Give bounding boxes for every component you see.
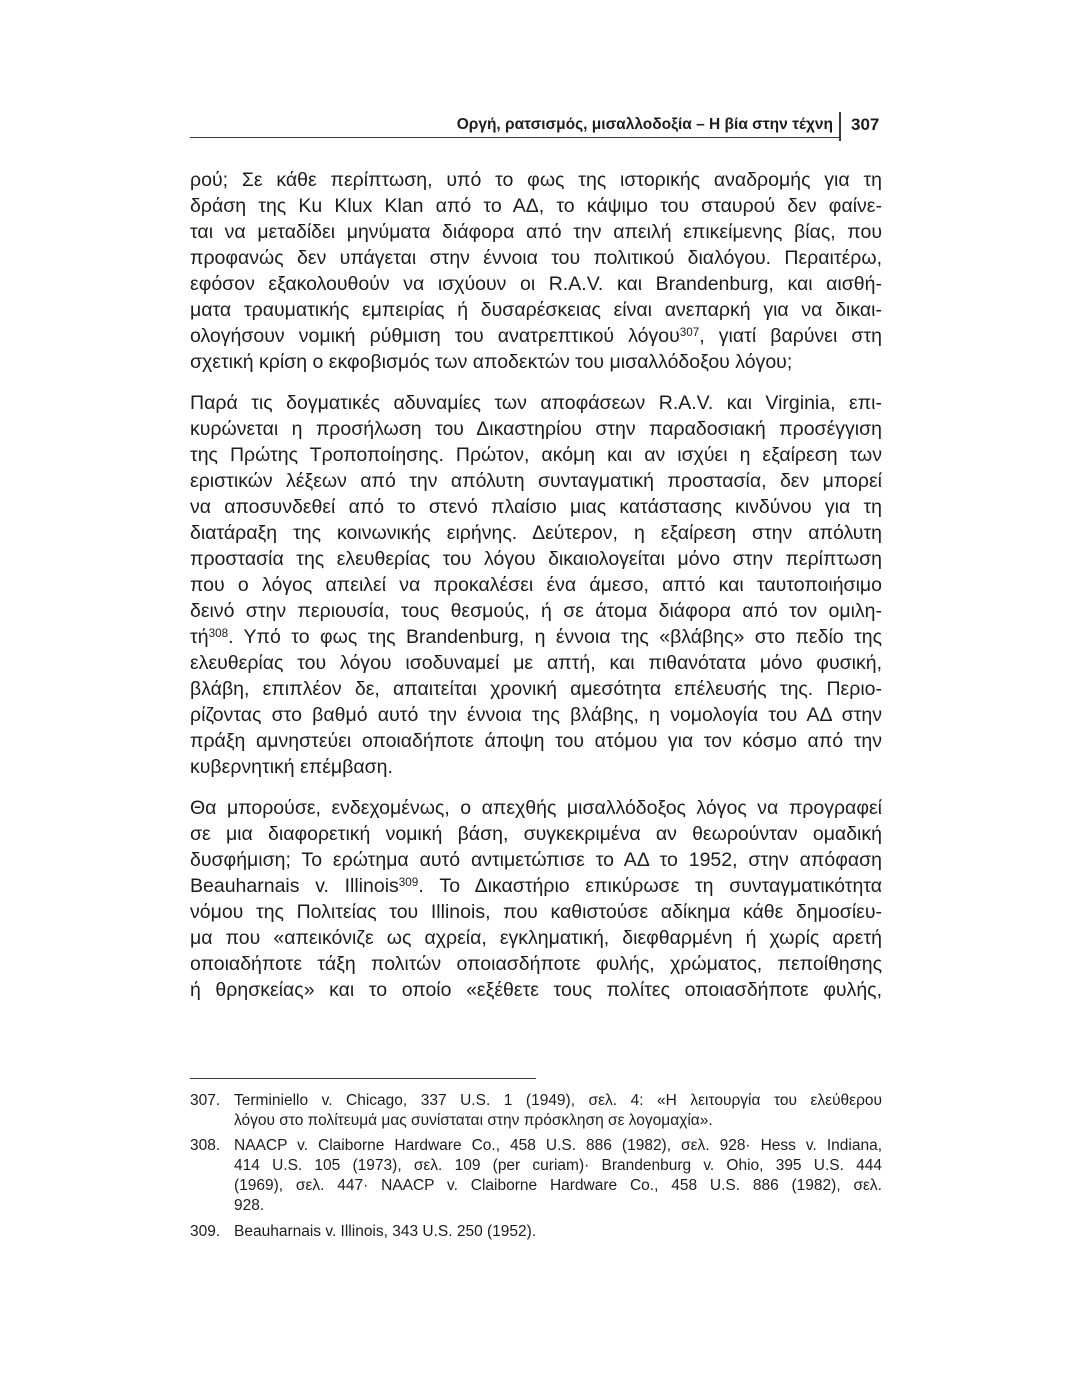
text-line: (1969), σελ. 447· NAACP v. Claiborne Hardware Co., 458 U.S. 886 (1982), σελ. — [234, 1177, 882, 1194]
running-head-divider — [839, 112, 841, 141]
page-number: 307 — [851, 115, 880, 134]
footnote-number: 309. — [190, 1223, 221, 1240]
paragraph — [190, 390, 882, 780]
text-line: 414 U.S. 105 (1973), σελ. 109 (per curiam)· Brandenburg v. Ohio, 395 U.S. 444 — [234, 1157, 882, 1174]
text-line: Terminiello v. Chicago, 337 U.S. 1 (1949), σελ. 4: «Η λειτουργία του ελεύθερου — [234, 1092, 882, 1109]
text-line: σχετική κρίση ο εκφοβισμός των αποδεκτών του μισαλλόδοξου λόγου; — [190, 351, 793, 373]
text-line: προφανώς δεν υπάγεται στην έννοια του πολιτικού διαλόγου. Περαιτέρω, — [190, 247, 882, 269]
text-line: δράση της Ku Klux Klan από το ΑΔ, το κάψιμο του σταυρού δεν φαίνε- — [190, 195, 882, 217]
text-line: λόγου στο πολίτευμά μας συνίσταται στην πρόσκληση σε λογομαχία». — [234, 1112, 713, 1129]
text-line: που ο λόγος απειλεί να προκαλέσει ένα άμεσο, απτό και ταυτοποιήσιμο — [190, 574, 882, 596]
footnote — [190, 1136, 882, 1216]
text-line: Beauharnais v. Illinois, 343 U.S. 250 (1952). — [234, 1223, 537, 1240]
text-segment: . Υπό το φως της Brandenburg, η έννοια της «βλάβης» στο πεδίο της — [228, 626, 882, 648]
footnote-number: 308. — [190, 1137, 221, 1154]
text-line: διατάραξη της κοινωνικής ειρήνης. Δεύτερον, η εξαίρεση στην απόλυτη — [190, 522, 882, 544]
text-line: ται να μεταδίδει μηνύματα διάφορα από την απειλή επικείμενης βίας, που — [190, 221, 882, 243]
text-line: πράξη αμνηστεύει οποιαδήποτε άποψη του ατόμου για τον κόσμο από την — [190, 730, 882, 752]
text-line: ή θρησκείας» και το οποίο «εξέθετε τους πολίτες οποιασδήποτε φυλής, — [190, 979, 882, 1001]
text-line: της Πρώτης Τροποποίησης. Πρώτον, ακόμη και αν ισχύει η εξαίρεση των — [190, 444, 882, 466]
footnote — [190, 1222, 882, 1242]
paragraph — [190, 167, 882, 375]
text-line: μα που «απεικόνιζε ως αχρεία, εγκληματική, διεφθαρμένη ή χωρίς αρετή — [190, 927, 882, 949]
text-segment: Beauharnais v. Illinois — [190, 875, 399, 897]
text-segment: , γιατί βαρύνει στη — [699, 325, 882, 347]
text-line: ρού; Σε κάθε περίπτωση, υπό το φως της ιστορικής αναδρομής για τη — [190, 169, 882, 191]
paragraph — [190, 795, 882, 1003]
text-line: δυσφήμιση; Το ερώτημα αυτό αντιμετώπισε το ΑΔ το 1952, στην απόφαση — [190, 849, 882, 871]
text-line: ρίζοντας στο βαθμό αυτό την έννοια της βλάβης, η νομολογία του ΑΔ στην — [190, 704, 882, 726]
text-line: Παρά τις δογματικές αδυναμίες των αποφάσεων R.A.V. και Virginia, επι- — [190, 392, 882, 414]
footnote-reference: 307 — [679, 325, 700, 339]
text-line: εφόσον εξακολουθούν να ισχύουν οι R.A.V. και Brandenburg, και αισθή- — [190, 273, 882, 295]
text-line: να αποσυνδεθεί από το στενό πλαίσιο μιας κατάστασης κινδύνου για τη — [190, 496, 882, 518]
text-line: κυβερνητική επέμβαση. — [190, 756, 393, 778]
text-line — [190, 624, 882, 650]
text-line: Θα μπορούσε, ενδεχομένως, ο απεχθής μισαλλόδοξος λόγος να προγραφεί — [190, 797, 882, 819]
text-line: 928. — [234, 1197, 265, 1214]
body-text — [190, 167, 882, 1003]
text-line — [190, 873, 882, 899]
text-line: κυρώνεται η προσήλωση του Δικαστηρίου στην παραδοσιακή προσέγγιση — [190, 418, 882, 440]
footnote-text — [234, 1091, 882, 1131]
footnote-number: 307. — [190, 1092, 221, 1109]
footnote-text — [234, 1222, 882, 1242]
text-line: σε μια διαφορετική νομική βάση, συγκεκριμένα αν θεωρούνταν ομαδική — [190, 823, 882, 845]
footnote-reference: 309 — [398, 875, 419, 889]
text-line: βλάβη, επιπλέον δε, απαιτείται χρονική αμεσότητα επέλευσής της. Περιο- — [190, 678, 882, 700]
running-head-title: Οργή, ρατσισμός, μισαλλοδοξία – Η βία στην τέχνη — [456, 116, 833, 133]
text-line: οποιαδήποτε τάξη πολιτών οποιασδήποτε φυλής, χρώματος, πεποίθησης — [190, 953, 882, 975]
footnote-reference: 308 — [208, 626, 229, 640]
text-segment: ολογήσουν νομική ρύθμιση του ανατρεπτικού λόγου — [190, 325, 680, 347]
text-line: ελευθερίας του λόγου ισοδυναμεί με απτή, και πιθανότατα μόνο φυσική, — [190, 652, 882, 674]
text-line: δεινό στην περιουσία, τους θεσμούς, ή σε άτομα διάφορα από τον ομιλη- — [190, 600, 882, 622]
header-rule — [190, 137, 839, 138]
text-line: NAACP v. Claiborne Hardware Co., 458 U.S. 886 (1982), σελ. 928· Hess v. Indiana, — [234, 1137, 882, 1154]
footnote — [190, 1091, 882, 1131]
footnote-text — [234, 1136, 882, 1216]
text-segment: τή — [190, 626, 209, 648]
text-line: ματα τραυματικής εμπειρίας ή δυσαρέσκειας είναι ανεπαρκή για να δικαι- — [190, 299, 882, 321]
text-line: εριστικών λέξεων από την απόλυτη συνταγματική προστασία, δεν μπορεί — [190, 470, 882, 492]
footnote-rule — [190, 1078, 536, 1079]
text-line — [190, 323, 882, 349]
text-line: προστασία της ελευθερίας του λόγου δικαιολογείται μόνο στην περίπτωση — [190, 548, 882, 570]
footnotes — [190, 1091, 882, 1242]
text-segment: . Το Δικαστήριο επικύρωσε τη συνταγματικότητα — [418, 875, 882, 897]
text-line: νόμου της Πολιτείας του Illinois, που καθιστούσε αδίκημα κάθε δημοσίευ- — [190, 901, 882, 923]
